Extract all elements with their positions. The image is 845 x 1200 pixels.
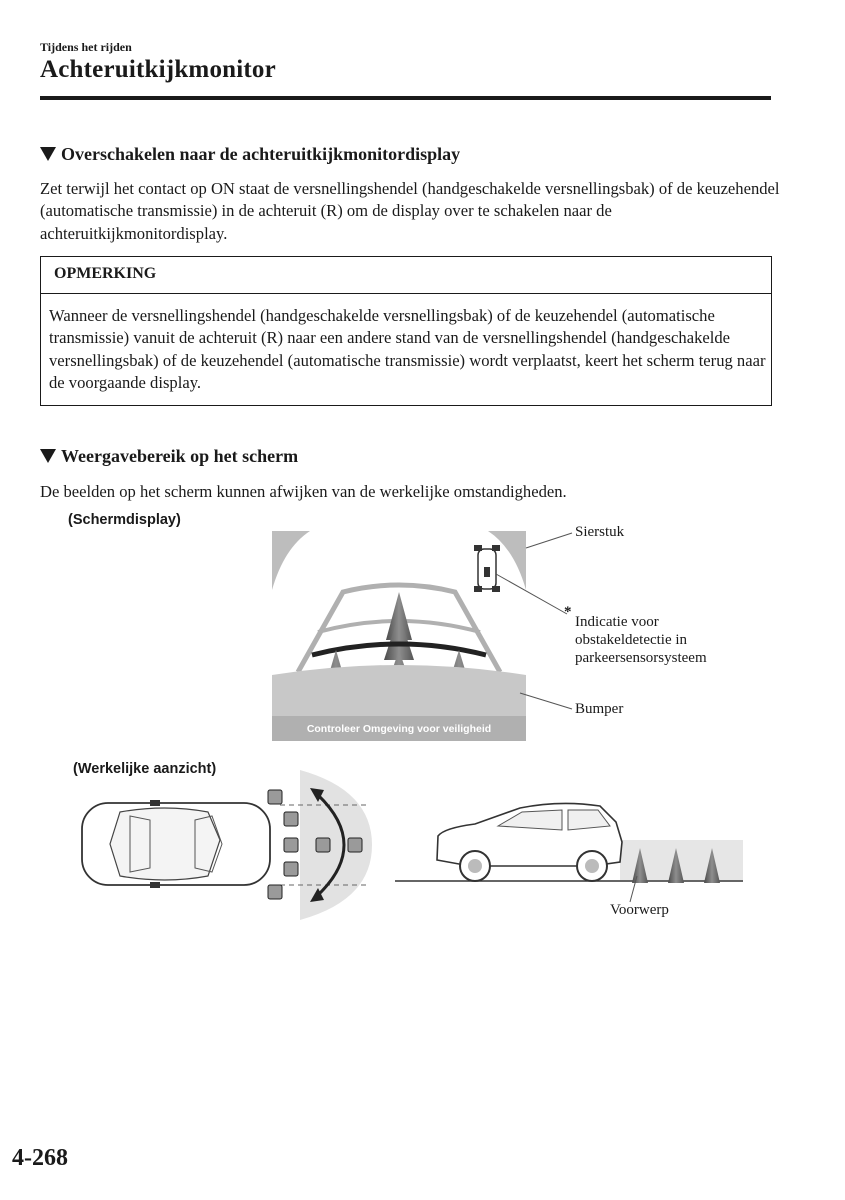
screen-display-caption: (Schermdisplay) [68, 512, 181, 528]
chapter-title: Tijdens het rijden [40, 40, 132, 54]
label-object: Voorwerp [610, 902, 669, 918]
page-number: 4-268 [12, 1145, 68, 1171]
note-title: OPMERKING [54, 265, 157, 282]
note-body: Wanneer de versnellingshendel (handgeschakelde versnellingsbak) of de keuzehendel (automatische transmissie) vanuit de achteruit (R) naar een andere stand van de versnellingshendel (handgeschakelde versnellingsbak) of de keuzehendel (automatische transmissie) wordt verplaatst, keert het scherm terug naar de voorgaande display. [49, 306, 766, 393]
label-indicator-line2: obstakeldetectie in [575, 632, 688, 648]
label-indicator-line3: parkeersensorsysteem [575, 650, 707, 666]
section-body-display-range: De beelden op het scherm kunnen afwijken van de werkelijke omstandigheden. [40, 482, 567, 501]
label-bumper: Bumper [575, 701, 624, 717]
section-body-switching: Zet terwijl het contact op ON staat de versnellingshendel (handgeschakelde versnellingsbak) of de keuzehendel (automatische transmissie) in de achteruit (R) om de display over te schakelen naar de achteruitkijkmonitordisplay. [40, 179, 780, 243]
section-heading-text: Overschakelen naar de achteruitkijkmonitordisplay [61, 144, 461, 164]
asterisk-mark: * [564, 604, 572, 620]
label-trim: Sierstuk [575, 524, 625, 540]
label-indicator-line1: Indicatie voor [575, 614, 659, 630]
screen-banner-text: Controleer Omgeving voor veiligheid [306, 723, 492, 735]
page-title: Achteruitkijkmonitor [40, 56, 276, 83]
section-heading-text: Weergavebereik op het scherm [61, 446, 299, 466]
actual-view-caption: (Werkelijke aanzicht) [73, 761, 217, 777]
